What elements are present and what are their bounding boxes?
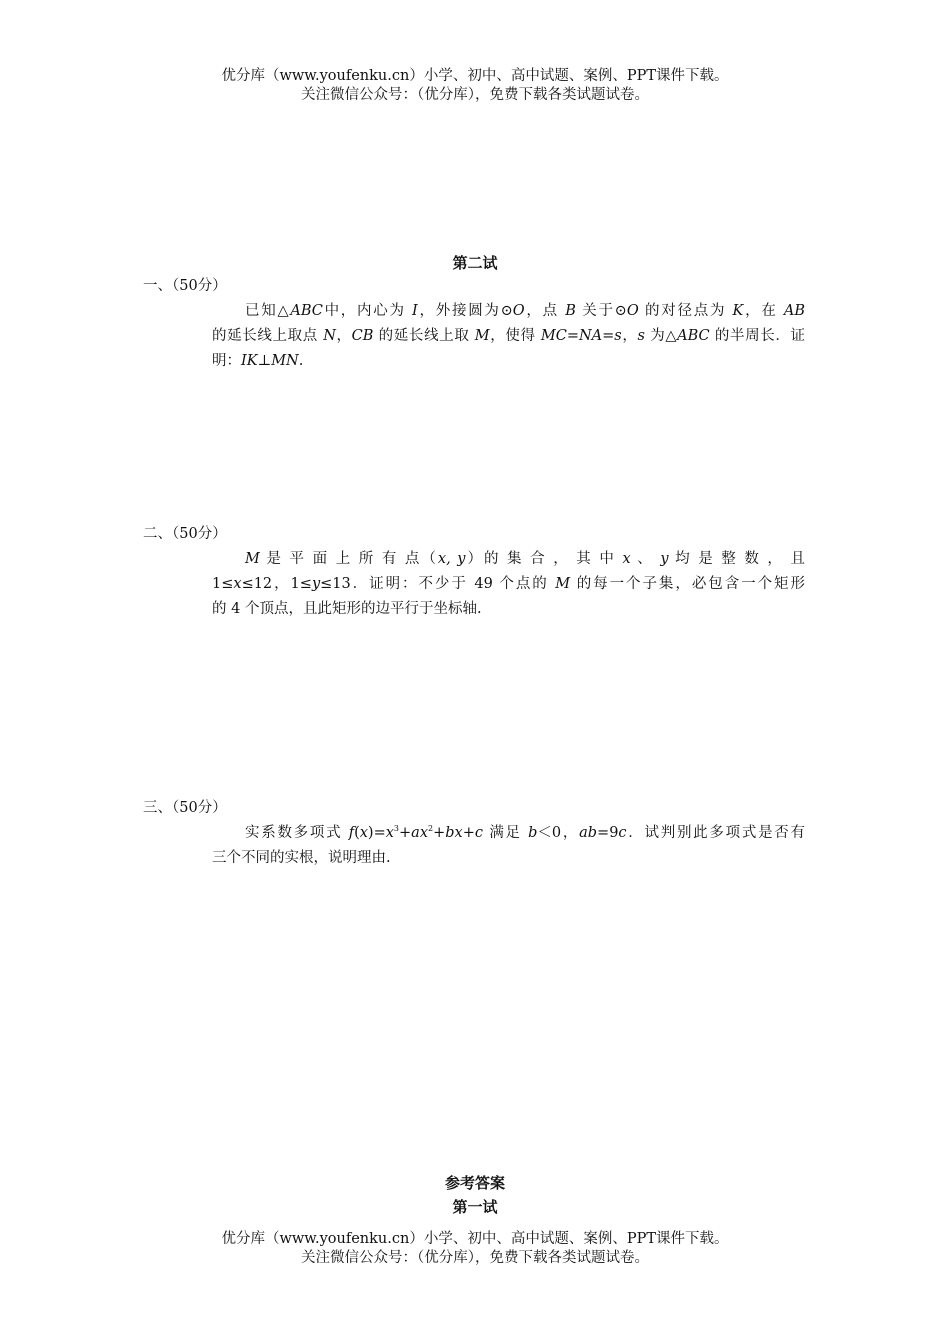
question-3-line-2: 三个不同的实根，说明理由. xyxy=(212,850,391,866)
question-1-line-3: 明：IK⊥MN. xyxy=(212,353,304,369)
question-1-line-2: 的延长线上取点 N，CB 的延长线上取 M，使得 MC=NA=s，s 为△ABC 的半周长．证 xyxy=(212,328,806,344)
footer-line-1: 优分库（www.youfenku.cn）小学、初中、高中试题、案例、PPT课件下载。 xyxy=(221,1231,729,1247)
question-1-head: 一、（50分） xyxy=(143,278,227,294)
header-line-1: 优分库（www.youfenku.cn）小学、初中、高中试题、案例、PPT课件下载。 xyxy=(221,68,729,84)
question-2-head: 二、（50分） xyxy=(143,526,227,542)
header-line-2: 关注微信公众号：（优分库），免费下载各类试题试卷。 xyxy=(301,87,649,103)
question-3-head: 三、（50分） xyxy=(143,800,227,816)
question-3-line-1: 实系数多项式 $f(x)=x^3+ax^2+bx+c$ 满足 b＜0，ab=9c．试判别此多项式是否有 xyxy=(245,824,806,841)
footer-line-2: 关注微信公众号：（优分库），免费下载各类试题试卷。 xyxy=(301,1250,649,1266)
answers-title: 参考答案 xyxy=(444,1174,505,1192)
answers-subtitle: 第一试 xyxy=(452,1198,498,1216)
question-2-line-3: 的 4 个顶点，且此矩形的边平行于坐标轴. xyxy=(212,601,482,617)
question-2-line-1: M 是 平 面 上 所 有 点（x, y）的 集 合 ， 其 中 x 、 y 均 是 整 数 ， 且 xyxy=(245,551,806,567)
question-2-line-2: 1≤x≤12，1≤y≤13．证明：不少于 49 个点的 M 的每一个子集，必包含一个矩形 xyxy=(212,576,805,592)
section-title: 第二试 xyxy=(452,254,498,272)
question-1-line-1: 已知△ABC中，内心为 I，外接圆为⊙O，点 B 关于⊙O 的对径点为 K，在 AB xyxy=(245,303,806,319)
